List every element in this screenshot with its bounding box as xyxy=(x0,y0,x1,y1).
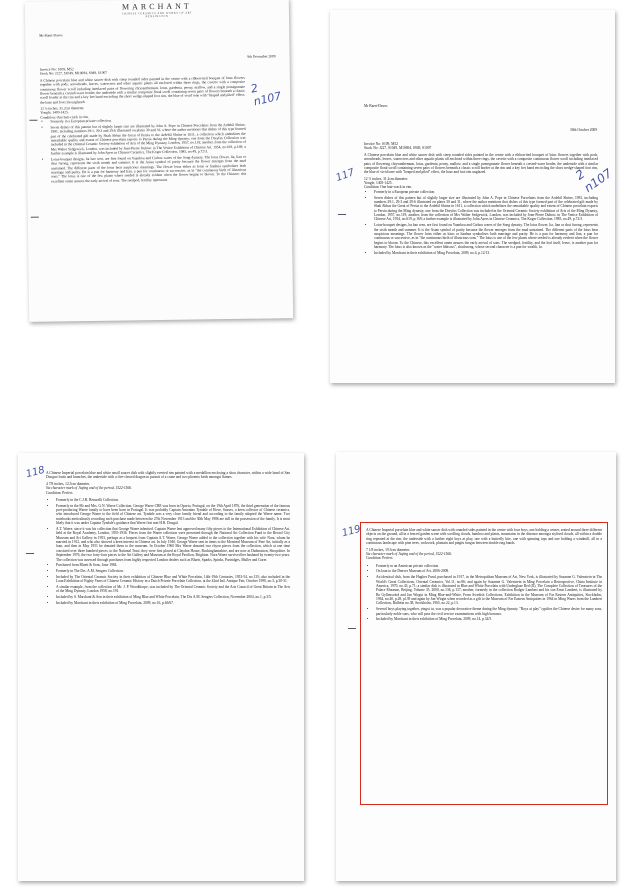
list-item: • Formerly in the C.J.B. Beruzelli Collection. xyxy=(56,498,290,502)
letter-date: 30th October 2009 xyxy=(570,128,597,132)
list-item: • Included by Marchant in their exhibition of Ming Porcelain, 2009, no.14, p.34/5. xyxy=(376,617,602,621)
item-period: Yongle, 1403-1425. xyxy=(40,110,69,116)
margin-mark xyxy=(348,628,356,629)
provenance-list xyxy=(364,190,598,255)
list-item: • Purchased from Bluett & Sons, June 1984. xyxy=(56,563,290,567)
invoice-number: Invoice No: S109, M52 xyxy=(39,67,74,72)
item-condition: Condition: One hair-crack in rim. xyxy=(40,114,89,120)
item-condition: Condition: Perfect. xyxy=(366,556,394,561)
invoice-number: Invoice No: S109, M52 xyxy=(364,142,398,146)
letter-date: 9th December 2009 xyxy=(247,54,276,59)
salutation: Mr Baert-Davos xyxy=(364,104,388,108)
list-item: • Formerly in The Drs. A.M. Sengers Collection. xyxy=(56,569,290,573)
list-item: • On loan to the Denver Museum of Art, 2006-2008. xyxy=(376,569,602,573)
list-item: • Lotus-bouquet designs, ba bao wen, are first found on Yuanhou and Cizhou wares of the Song dynasty. The lotus flower, lia, lian or shui furong, represents the sixth month and summer. It is the Asian symbol of purity because the flower emerges from the mud unstained. The different parts of the lotus bear auspicious meanings. The flower lotus either as lotus or lianhua symbolises both marriage and purity. He is a pun for harmony and lian, a pun for continuous or successive, as in "the continuous birth of illustrious sons." The lotus is one of the few plants where seeded is already evident when the flower begins to bloom. To the Chinese, this excellent omen assures the early arrival of sons. The seedpod, fertility, and the leaf itself, leave, is another pun for harmony. The lotus is also known as the "water hibiscus", shuifurong, whose second character is a pun for wealth, fu. xyxy=(374,223,598,249)
item-size: 12 ½ inches, 31.2cm diameter. xyxy=(40,106,85,111)
item-condition: Condition: Perfect. xyxy=(46,490,74,495)
letterhead-name: MARCHANT xyxy=(121,1,192,12)
document-page-2 xyxy=(330,10,615,383)
list-item: • Several boys playing together, yingxi tu, was a popular decorative theme during the Ming dynasty. "Boys at play" typifies the Chinese desire for many sons, particularly noble sons, who will pass the civil service examinations with high honours. xyxy=(376,607,602,616)
item-period: Yongle, 1403-1425. xyxy=(364,181,393,185)
handwritten-number: 118 xyxy=(24,464,47,481)
list-item: • Included by Marchant in their exhibition of Ming Porcelain, 2009, no.4, p.12/13. xyxy=(374,251,598,255)
item-description: A Chinese porcelain blue and white saucer dish with steep rounded sides painted in the centre with a ribbon-tied bouquet of lotus flowers together with pods, arrowheads, leaves, watercress and other aquatic plants all enclosed within three rings, the cavetto with a composite continuous flower scroll including interlaced pairs of flowering chrysanthemum, lotus, gardenia, peony, mallow, and a single pomegranate flower beneath a crested-wave border, the underside with a similar composite floral scroll containing seven pairs of flowers beneath a classic scroll border at the rim and a key fret band encircling the short wedge-shaped foot rim, the blue of vivid tone with "heaped and piled" effect, the base and foot rim unglazed. xyxy=(364,152,598,175)
margin-mark xyxy=(31,217,39,218)
document-page-3 xyxy=(18,453,304,881)
document-page-4 xyxy=(336,452,616,881)
list-item: • Formerly in a European private collection. xyxy=(374,190,598,194)
list-item: • Included by Marchant in their exhibition of Ming Porcelain, 2009, no.16, p.66/67. xyxy=(56,601,290,605)
list-item: • Seven dishes of this pattern but of slightly larger size are illustrated by John A. Pope in Chinese Porcelains from the Ardebil Shrine, 1981, including numbers 29:1, 29:3 and 29:6 illustrated on plates 30 and 31, where the author mentions that dishes of this type formed part of the celebrated gift made by Shah Abbas the Great of Persia to the Ardebil Shrine in 1611, a collection which underlines the remarkable quality and extent of Chinese porcelain exports to Persia during the Ming dynasty; one from the Dreyfus Collection was included in the Oriental Ceramic Society exhibition of Arts of the Ming Dynasty, London, 1957, no.119; another, from the collection of Mrs Walter Sedgewick, London, was included by Jean-Pierre Dubosc in The Venice Exhibition of Chinese Art, 1954, no.619, p.169; a further example is illustrated by John Ayers in Chinese Ceramics, The Koger Collection, 1985, no.49, p.72/3. xyxy=(374,196,598,222)
stock-number: Stock No: J227, S1049, M10694, S949, S1007 xyxy=(39,71,108,77)
page-body xyxy=(366,528,602,623)
handwritten-number: 119 xyxy=(340,523,363,540)
list-item: • Lotus-bouquet designs, ba bao wen, are first found on Yuanhou and Cizhou wares of the Song dynasty. The lotus flower, lia, lian or shui furong, represents the sixth month and summer. It is the Asian symbol of purity because the flower emerges from the mud unstained. The different parts of the lotus bear auspicious meanings. The flower lotus either as lotus or lianhua symbolises both marriage and purity. He is a pun for harmony and lian, a pun for continuous or successive, as in "the continuous birth of illustrious sons." The lotus is one of the few plants where seeded is already evident when the flower begins to bloom. To the Chinese, this excellent omen assures the early arrival of sons. The seedpod, fertility represents xyxy=(51,155,246,184)
stock-number: Stock No: J227, S1049, M10694, S949, S1007 xyxy=(364,146,432,151)
list-item: • An identical dish, from the Hughes Fund, purchased in 1917, in the Metropolitan Museum of Art, New York, is illustrated by Suzanne G. Valenstein in The World's Great Collections, Oriental Ceramics, Vol.11, no.86; and again by Suzanne G. Valenstein in Ming Porcelain a Retrospective, China Institute in America, 1970, no.43, p.71; a similar dish is illustrated in Blue and White Porcelain with Underglaze Red (II), The Complete Collection of Treasures of the Palace Museum, Beijing, Volume 35, 2000, no.136, p.137; another, formerly in the collection Rodger Lambert and his son Ernst Lambert, is illustrated by Bo Gyllensvärd and Jan Wirgin in Ming Blue-and-White, From Swedish Collections, Exhibition in the Museum of Far Eastern Antiquities, Stockholm, 1964, no.40, p.28, pl.39 and again by Jan Wirgin when recorded as a gift to the Museum of Far Eastern Antiquities in 1964 in Ming Wares from the Lambert Collection, Bulletin no.38, Stockholm, 1965, no.22, p.13. xyxy=(376,575,602,606)
item-size: 12 ½ inches, 31.2cm diameter. xyxy=(364,176,408,181)
item-condition: Condition: One hair-crack in rim. xyxy=(364,185,413,190)
item-size: 7 1/8 inches, 19.3cm diameter. xyxy=(366,547,411,552)
list-item: • A similar example, from the collection of Mr. J. P. Woodthorpe, was included by The Oriental Ceramic Society and the Arts Council of Great Britain in The Arts of the Ming Dynasty, London 1958, no.191. xyxy=(56,585,290,594)
handwritten-reference: 2 n107 xyxy=(572,165,615,195)
letter-body xyxy=(364,142,598,257)
list-item: • Formerly in an American private collection. xyxy=(376,564,602,568)
list-item: • A.T. Waere, since it was his collection that George Waere inherited. Captain Waere lent approved many fifty pieces to the International Exhibition of Chinese Art, held at the Royal Academy, London, 1935-1936. Pieces from the Waere collection were presented through the National Art Collection Fund to the Bristol City Museum and Art Gallery in 1953, perhaps as a bequest from Captain A.T. Waere, George Waere added to the collection together with his wife Nora, whom he married in 1912, and who also showed a keen interest in Chinese art. In July 1940, George Waere sent in items to the Montreal Museum of Fine Art, initially as a loan, and then in May 1951 he donated them to the museum. In October 1960 Mrs Waere donated two rhyon pieces from the collection, which at one time consisted over three hundred pieces, to the National Trust; they were first placed at Claydon House, Buckinghamshire, and are now at Dudmaston, Shropshire. In September 1976, the two forty-four pieces to the Art Gallery and Museum at the Royal Pavilion, Brighton. Nora Waere survived her husband by twenty-two years. The collection was assessed through purchases from highly respected London dealers such as Bluett, Sparks, Spinks, Partridges, Muller and Gorer. xyxy=(56,527,290,562)
item-size: 4 7/8 inches, 12.5cm diameter. xyxy=(46,481,91,486)
letterhead-address: KENSINGTON xyxy=(145,14,169,19)
provenance-list xyxy=(40,117,246,184)
provenance-list xyxy=(46,498,290,605)
list-item: • Seven dishes of this pattern but of slightly larger size are illustrated by John A. Pope in Chinese Porcelains from the Ardebil Shrine, 1981, including numbers 29:1, 29:3 and 29:6 illustrated on plates 30 and 31, where the author mentions that dishes of this type formed part of the celebrated gift made by Shah Abbas the Great of Persia to the Ardebil Shrine in 1611, a collection which underlines the remarkable quality and extent of Chinese porcelain exports to Persia during the Ming dynasty; one from the Dreyfus Collection was included in the Oriental Ceramic Society exhibition of Arts of the Ming Dynasty, London, 1957, no.119; another, from the collection of Mrs Walter Sedgewick, London, was included by Jean-Pierre Dubosc in The Venice Exhibition of Chinese Art, 1954, no.619, p.169; a further example is illustrated by John Ayers in Chinese Ceramics, The Koger Collection, 1985, no.49, p.72/3. xyxy=(51,123,246,156)
salutation: Mr Baert-Davos xyxy=(39,33,63,38)
list-item: • Formerly in a European private collection. xyxy=(50,117,245,124)
item-description: A Chinese porcelain blue and white saucer dish with steep rounded sides painted in the centre with a ribbon-tied bouquet of lotus flowers together with pods, arrowheads, leaves, watercress and other aquatic plants all enclosed within three rings, the cavetto with a composite continuous flower scroll including interlaced pairs of flowering chrysanthemum, lotus, gardenia, peony, mallow, and a single pomegranate flower beneath a crested-wave border, the underside with a similar composite floral scroll containing seven pairs of flowers beneath a classic scroll border at the rim and a key fret band encircling the short wedge-shaped foot rim, the blue of vivid tone with "heaped and piled" effect, the base and foot rim unglazed. xyxy=(39,75,246,105)
margin-mark xyxy=(29,120,37,121)
document-page-1 xyxy=(25,0,293,322)
letter-body xyxy=(40,65,247,185)
list-item: • Included by The Oriental Ceramic Society in their exhibition of Chinese Blue and White Porcelain, 14th-19th Centuries, 1953-54, no.135; also included in the Loan Exhibition of Eighty Years of Chinese Ceramic History in a Dutch Private Porcelain Collection, at the 42nd Intl. Antique Fair, October 1990, no.3, p.30-31. xyxy=(56,575,290,584)
margin-mark xyxy=(26,553,34,554)
handwritten-number: 117 xyxy=(334,167,357,184)
item-mark: Six character mark of Jiajing and of the period, 1522-1566. xyxy=(46,486,132,491)
provenance-list xyxy=(366,564,602,622)
handwritten-reference: 2 n107 xyxy=(249,81,283,109)
item-mark: Six character mark of Jiajing and of the period, 1522-1566. xyxy=(366,551,452,556)
item-description: A Chinese Imperial porcelain blue and white small saucer dish with slightly everted rim painted with a medallion enclosing a shou character, within a wide band of San Duoguo fruits and branches, the underside with a five-clawed dragon in pursuit of a crane and two phoenix birds amongst flames. xyxy=(46,471,290,480)
page-body xyxy=(46,471,290,607)
list-item: • Included by S. Marchant & Son in their exhibition of Ming Blue and White Porcelain, The Drs A.M. Sengers Collection, November 2004, no.1, p.3/5. xyxy=(56,595,290,599)
item-description: A Chinese Imperial porcelain blue and white saucer dish with rounded sides painted in the centre with four boys, one holding a censer, seated around three different objects on the ground, all in a fenced garden scene with scrolling clouds, bamboo and plants, mountains in the distance amongst stylised clouds, all within a double ring repeated at the rim, the underside with a further eight boys at play, one with a butterfly kite, one with spinning tops and one holding a windmill, all in a continuous landscape with pine trees, rockwork, plantain and pingfu fungus between double ring bands. xyxy=(366,528,602,546)
list-item: • Formerly in the Mr and Mrs. G.N. Waere Collection. George Waere CBE was born in Oporto, Portugal, on the 19th April 1876, the third generation of the famous port-producing Waere family to have been born in Portugal. It was probably Captain Antonino Tyndale of Hove, Sussex, a keen collector of Chinese ceramics, who introduced George Waere to the field of Chinese art. Tyndale was a very close family friend and according to the family adopted the Waere name. Two notebooks meticulously recording each purchase made between the 27th November 1913 and the 30th May 1986 are still in the possession of the family. It is most likely that it was under Captain Tyndale's guidance that Waere first met H.R. Dougal. xyxy=(56,504,290,526)
letterhead-subtitle: CHINESE CERAMICS AND WORKS OF ART xyxy=(121,11,193,16)
letterhead xyxy=(25,0,289,20)
margin-mark xyxy=(338,214,346,215)
